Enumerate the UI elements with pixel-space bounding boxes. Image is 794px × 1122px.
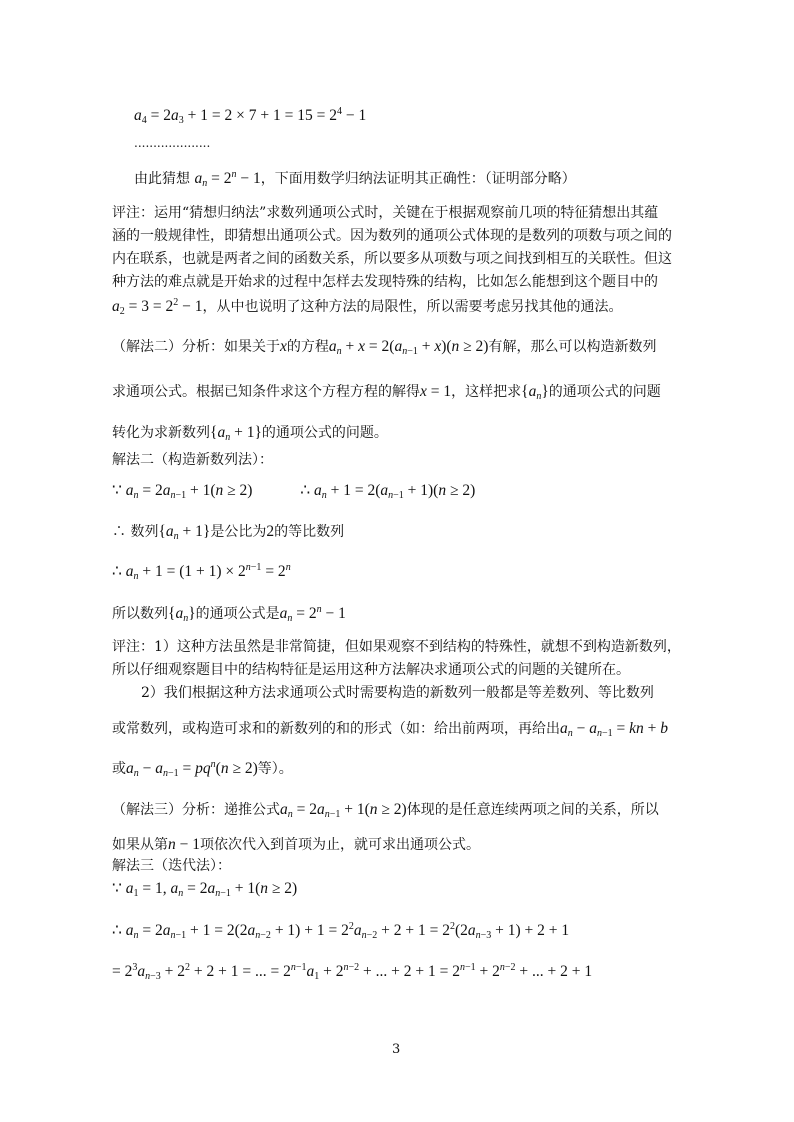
comment2-line-4: 或常数列，或构造可求和的新数列的和的形式（如：给出前两项，再给出$a_n - a_{n-1}$ = kn + b — [112, 720, 669, 739]
comment-line-3: 内在联系，也就是两者之间的函数关系，所以要多从项数与项之间找到相互的关联性。但这 — [112, 251, 672, 267]
comment-line-4: 种方法的难点就是开始求的过程中怎样去发现特殊的结构，比如怎么能想到这个题目中的 — [112, 274, 658, 290]
ellipsis-line: .................... — [134, 136, 211, 150]
method2-equation-2: ∴ 数列$\{a_n + 1\}$是公比为2的等比数列 — [112, 523, 345, 542]
method3-analysis-2: 如果从第n − 1项依次代入到首项为止，就可求出通项公式。 — [112, 836, 480, 853]
equation-a4: $a_4 = 2a_3 + 1 = 2 \times 7 + 1 = 15 = 2^4 - 1$ — [134, 106, 367, 126]
method2-analysis-1: （解法二）分析：如果关于x的方程$a_n + x = 2(a_{n-1} + x)(n \ge 2)$有解，那么可以构造新数列 — [112, 338, 657, 357]
guess-line: 由此猜想 $a_n = 2^n - 1$，下面用数学归纳法证明其正确性：（证明部分略） — [134, 169, 576, 189]
comment2-line-2: 所以仔细观察题目中的结构特征是运用这种方法解决求通项公式的问题的关键所在。 — [112, 662, 630, 678]
comment2-line-5: 或$a_n - a_{n-1} = pq^n(n \ge 2)$等）。 — [112, 759, 293, 779]
comment2-line-1: 评注：1）这种方法虽然是非常简捷，但如果观察不到结构的特殊性，就想不到构造新数列， — [112, 639, 681, 655]
method2-equation-3: ∴ $a_n + 1 = (1 + 1) \times 2^{n-1} = 2^n$ — [112, 562, 291, 582]
method2-analysis-3: 转化为求新数列$\{a_n + 1\}$的通项公式的问题。 — [112, 424, 388, 443]
method2-equation-1: ∵ $a_n = 2a_{n-1} + 1(n \ge 2)$ ∴ $a_n + 1 = 2(a_{n-1} + 1)(n \ge 2)$ — [112, 482, 476, 501]
comment2-line-3: 2）我们根据这种方法求通项公式时需要构造的新数列一般都是等差数列、等比数列 — [141, 685, 654, 701]
comment-line-2: 涵的一般规律性，即猜想出通项公式。因为数列的通项公式体现的是数列的项数与项之间的 — [112, 228, 672, 244]
method2-analysis-2: 求通项公式。根据已知条件求这个方程方程的解得x = 1，这样把求$\{a_n\}$的通项公式的问题 — [112, 383, 661, 402]
comment-line-5: $a_2 = 3 = 2^2 - 1$，从中也说明了这种方法的局限性，所以需要考虑另找其他的通法。 — [112, 297, 623, 317]
page-number: 3 — [392, 1042, 401, 1057]
method2-heading: 解法二（构造新数列法）： — [112, 452, 273, 468]
method3-equation-3: = $2^3a_{n-3} + 2^2 + 2 + 1$ = ... = $2^{n-1}a_1 + 2^{n-2}$ + ... + $2 + 1 = 2^{n-1} + 2^{n-2}$ + ... + 2 + 1 — [112, 962, 593, 982]
method3-equation-2: ∴ $a_n = 2a_{n-1} + 1 = 2(2a_{n-2} + 1) + 1 = 2^2a_{n-2} + 2 + 1 = 2^2(2a_{n-3} + 1) + 2 + 1$ — [112, 921, 570, 941]
method2-result: 所以数列$\{a_n\}$的通项公式是$a_n = 2^n - 1$ — [112, 604, 346, 624]
method3-analysis-1: （解法三）分析：递推公式$a_n = 2a_{n-1} + 1(n \ge 2)$体现的是任意连续两项之间的关系，所以 — [112, 801, 659, 820]
method3-heading: 解法三（迭代法）： — [112, 858, 231, 874]
method3-equation-1: ∵ $a_1 = 1$, $a_n = 2a_{n-1} + 1(n \ge 2)$ — [112, 880, 298, 899]
comment-line-1: 评注：运用“猜想归纳法”求数列通项公式时，关键在于根据观察前几项的特征猜想出其蕴 — [112, 205, 659, 221]
